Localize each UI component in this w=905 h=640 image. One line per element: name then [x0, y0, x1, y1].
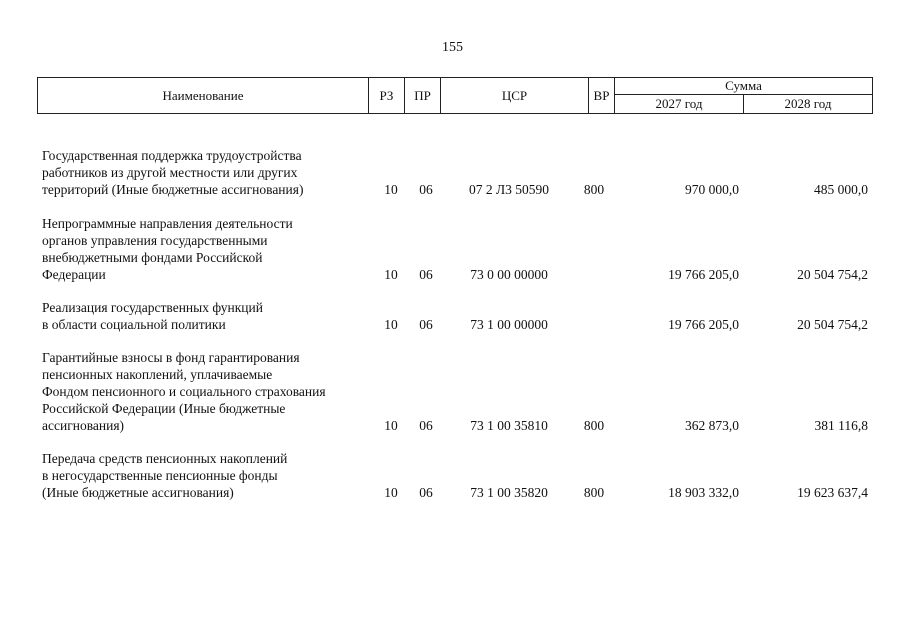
- row-amount-2027: 19 766 205,0: [668, 267, 739, 282]
- row-amount-2028: 20 504 754,2: [797, 267, 868, 282]
- row-vr: 800: [583, 485, 605, 500]
- row-amount-2028: 20 504 754,2: [797, 317, 868, 332]
- row-pr: 06: [419, 182, 433, 197]
- row-rz: 10: [384, 485, 398, 500]
- row-name: Непрограммные направления деятельности органов управления государственными внебюджетными фондами Российской Федерации: [42, 216, 293, 282]
- header-year-2028: 2028 год: [784, 96, 832, 111]
- header-rz: РЗ: [369, 78, 405, 113]
- row-vr: 800: [583, 418, 605, 433]
- header-sum: Сумма: [615, 78, 872, 95]
- row-csr: 73 1 00 00000: [470, 317, 548, 332]
- row-amount-2028: 381 116,8: [814, 418, 868, 433]
- row-amount-2028: 485 000,0: [814, 182, 868, 197]
- row-rz: 10: [384, 182, 398, 197]
- table-row: [42, 450, 872, 501]
- row-vr: 800: [583, 182, 605, 197]
- row-csr: 07 2 Л3 50590: [468, 182, 550, 197]
- row-csr: 73 0 00 00000: [470, 267, 548, 282]
- row-pr: 06: [419, 418, 433, 433]
- row-csr: 73 1 00 35810: [470, 418, 548, 433]
- header-pr: ПР: [405, 78, 441, 113]
- table-row: [42, 299, 872, 333]
- page-number: 155: [442, 40, 463, 55]
- header-year-2027: 2027 год: [615, 95, 744, 113]
- row-rz: 10: [384, 317, 398, 332]
- row-pr: 06: [419, 267, 433, 282]
- row-name: Передача средств пенсионных накоплений в негосударственные пенсионные фонды (Иные бюджетные ассигнования): [42, 451, 288, 500]
- header-csr: ЦСР: [441, 78, 589, 113]
- row-csr: 73 1 00 35820: [470, 485, 548, 500]
- row-pr: 06: [419, 485, 433, 500]
- header-vr: ВР: [589, 78, 615, 113]
- row-name: Реализация государственных функций в области социальной политики: [42, 300, 263, 332]
- row-rz: 10: [384, 267, 398, 282]
- table-row: [42, 147, 872, 198]
- row-name: Гарантийные взносы в фонд гарантирования пенсионных накоплений, уплачиваемые Фондом пенсионного и социального страхования Российской Федерации (Иные бюджетные ассигнования): [42, 350, 326, 433]
- row-amount-2027: 19 766 205,0: [668, 317, 739, 332]
- row-amount-2027: 18 903 332,0: [668, 485, 739, 500]
- row-name: Государственная поддержка трудоустройства работников из другой местности или других территорий (Иные бюджетные ассигнования): [42, 148, 304, 197]
- row-amount-2027: 970 000,0: [685, 182, 739, 197]
- row-pr: 06: [419, 317, 433, 332]
- table-row: [42, 215, 872, 283]
- table-header: [37, 77, 873, 114]
- row-amount-2028: 19 623 637,4: [797, 485, 868, 500]
- header-name: Наименование: [38, 78, 369, 113]
- table-row: [42, 349, 872, 434]
- row-amount-2027: 362 873,0: [685, 418, 739, 433]
- row-rz: 10: [384, 418, 398, 433]
